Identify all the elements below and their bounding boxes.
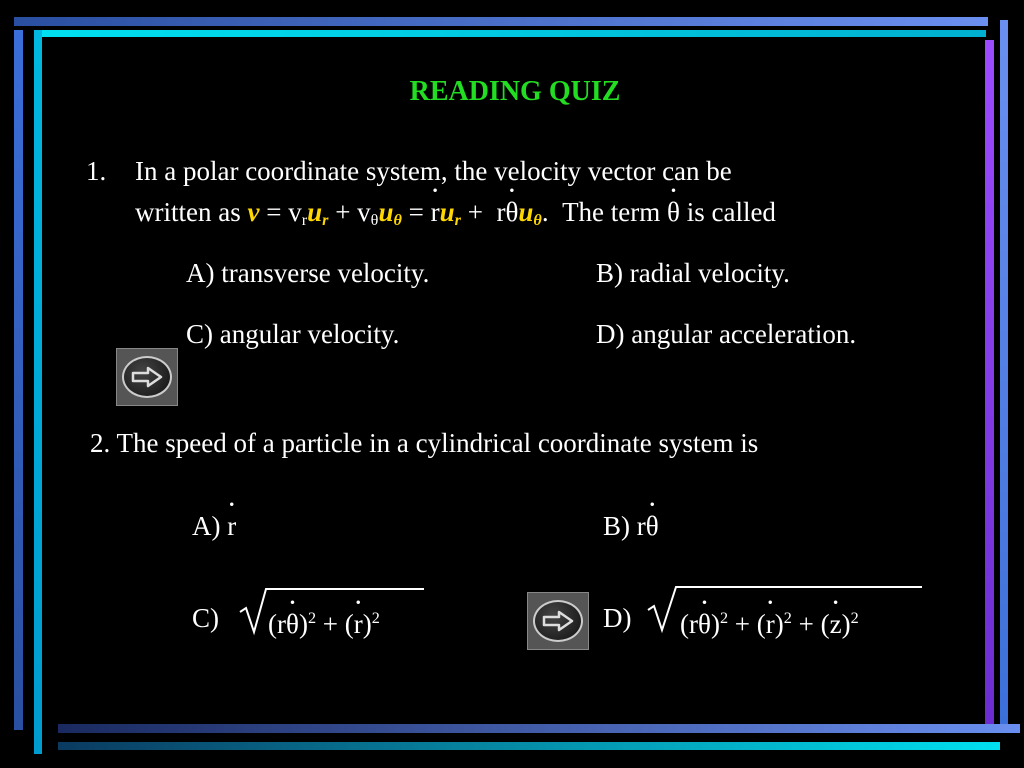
equals-1: = <box>266 197 282 227</box>
is-called: is called <box>686 197 776 227</box>
q1-line1: In a polar coordinate system, the velocity vector can be <box>135 156 732 186</box>
next-button-2[interactable] <box>527 592 589 650</box>
q1-number: 1. <box>86 156 107 186</box>
q1-option-d[interactable]: D) angular acceleration. <box>596 319 857 349</box>
equals-2: = <box>408 197 424 227</box>
q1-option-b[interactable]: B) radial velocity. <box>596 258 790 288</box>
next-arrow-icon <box>541 609 575 633</box>
period: . <box>541 197 549 227</box>
q2-option-b[interactable]: B) r· θ <box>603 510 659 542</box>
frame-left-cyan <box>34 30 42 754</box>
plus-1: + <box>335 197 351 227</box>
unit-vector-utheta-2: $u_\theta$ <box>518 197 542 229</box>
q2-option-c-label[interactable]: C) <box>192 603 219 633</box>
v-r: $v_r$ <box>288 197 308 229</box>
r-plain: r <box>496 197 506 227</box>
frame-right-purple <box>985 40 994 730</box>
q1-velocity-equation <box>135 196 776 236</box>
frame-left-blue <box>14 30 23 730</box>
theta-dot: · θ <box>505 196 518 228</box>
r-dot: · r <box>431 196 440 228</box>
frame-top-blue <box>14 17 988 26</box>
r-dot-a: · r <box>227 510 236 542</box>
theta-dot-b: · θ <box>646 510 659 542</box>
frame-bottom-blue <box>58 724 1020 733</box>
plus-2: + <box>467 197 483 227</box>
unit-vector-ur: $u_r$ <box>307 197 329 229</box>
next-arrow-icon <box>130 365 164 389</box>
frame-right-blue <box>1000 20 1008 728</box>
unit-vector-utheta: $u_\theta$ <box>378 197 402 229</box>
unit-vector-ur-2: $u_r$ <box>439 197 461 229</box>
slide-title: READING QUIZ <box>409 76 621 107</box>
frame-top-cyan <box>34 30 986 37</box>
q2-line: 2. The speed of a particle in a cylindrical coordinate system is <box>90 428 759 458</box>
q1-written-as: written as <box>135 197 241 227</box>
the-term: The term <box>562 197 661 227</box>
q2-option-c-expr[interactable]: $(r\cdot \theta)^2$ + (· r)$^2$ <box>268 602 380 640</box>
theta-dot-term: · θ <box>667 196 680 228</box>
q1-option-a[interactable]: A) transverse velocity. <box>186 258 430 288</box>
q2-option-d-expr[interactable]: $(r\cdot \theta)^2$ + (· r)$^2$ + (· z)$^2$ <box>680 602 859 640</box>
frame-bottom-cyan <box>58 742 1000 750</box>
v-theta: $v_\theta$ <box>357 197 379 229</box>
vector-v: v <box>247 197 260 227</box>
q1-option-c[interactable]: C) angular velocity. <box>186 319 400 349</box>
q2-option-d-label[interactable]: D) <box>603 603 632 633</box>
next-button-1[interactable] <box>116 348 178 406</box>
q2-option-a[interactable]: A) · r <box>192 510 236 542</box>
